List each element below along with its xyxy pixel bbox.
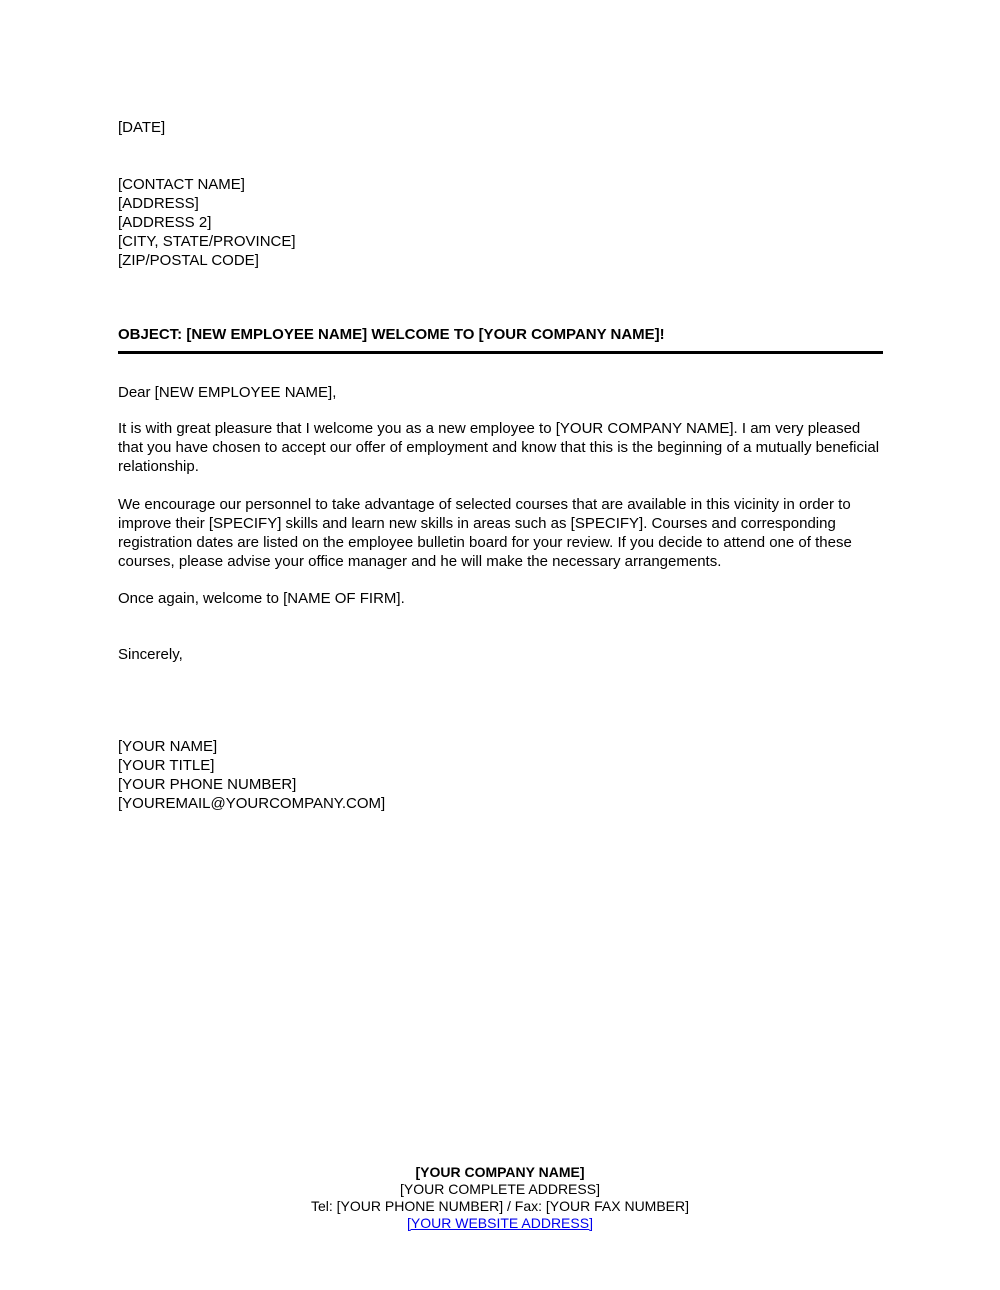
date-placeholder: [DATE]: [118, 119, 166, 136]
recipient-address-2: [ADDRESS 2]: [118, 214, 212, 231]
sender-name: [YOUR NAME]: [118, 738, 218, 755]
paragraph-welcome: It is with great pleasure that I welcome you as a new employee to [YOUR COMPANY NAME]. I am very pleased that you have chosen to accept our offer of employment and know that this is the beginning of a mutually beneficial relationship.: [118, 420, 880, 475]
paragraph-once-again: Once again, welcome to [NAME OF FIRM].: [118, 590, 405, 607]
subject-block: [118, 325, 883, 354]
letter-body: [0, 118, 1000, 813]
signature-block: [118, 737, 883, 813]
footer-company-address: [YOUR COMPLETE ADDRESS]: [400, 1181, 600, 1197]
salutation: Dear [NEW EMPLOYEE NAME],: [118, 384, 337, 401]
company-footer: [0, 1164, 1000, 1232]
recipient-contact-name: [CONTACT NAME]: [118, 176, 245, 193]
footer-tel-fax: Tel: [YOUR PHONE NUMBER] / Fax: [YOUR FAX NUMBER]: [310, 1198, 690, 1214]
sender-phone: [YOUR PHONE NUMBER]: [118, 776, 297, 793]
closing: Sincerely,: [118, 646, 183, 663]
footer-company-name: [YOUR COMPANY NAME]: [415, 1164, 585, 1180]
sender-email: [YOUREMAIL@YOURCOMPANY.COM]: [118, 795, 386, 812]
recipient-address: [ADDRESS]: [118, 195, 199, 212]
subject-line: OBJECT: [NEW EMPLOYEE NAME] WELCOME TO [YOUR COMPANY NAME]!: [118, 326, 665, 343]
paragraph-courses: We encourage our personnel to take advantage of selected courses that are available in this vicinity in order to improve their [SPECIFY] skills and learn new skills in areas such as [SPECIFY]. Courses and corresponding registration dates are listed on the employee bulletin board for your review. If you decide to attend one of these courses, please advise your office manager and he will make the necessary arrangements.: [118, 496, 852, 570]
recipient-address-block: [118, 175, 883, 270]
sender-title: [YOUR TITLE]: [118, 757, 215, 774]
recipient-zip-code: [ZIP/POSTAL CODE]: [118, 252, 259, 269]
website-link[interactable]: [YOUR WEBSITE ADDRESS]: [407, 1215, 593, 1231]
recipient-city-state: [CITY, STATE/PROVINCE]: [118, 233, 296, 250]
